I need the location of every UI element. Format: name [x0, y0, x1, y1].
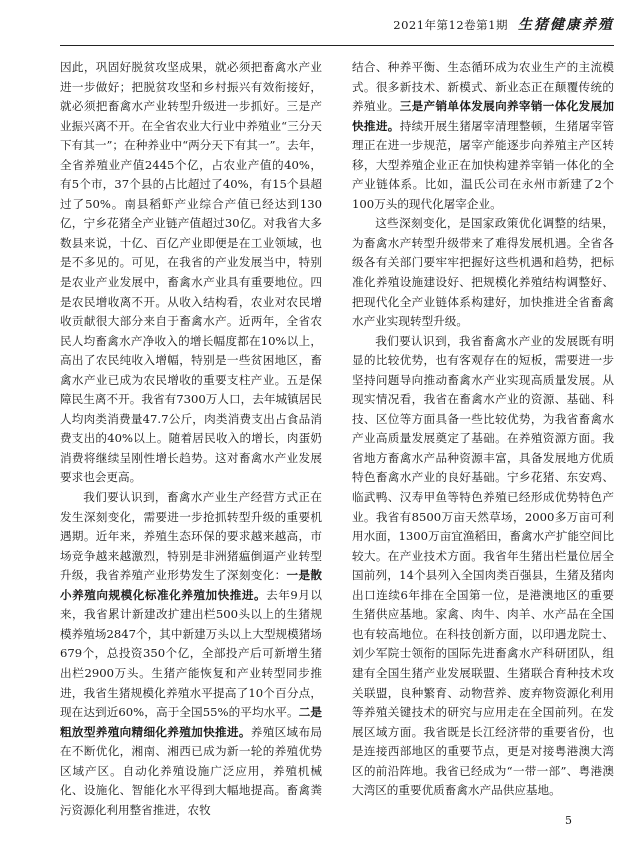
right-column [352, 58, 614, 801]
paragraph: 结合、种养平衡、生态循环成为农业生产的主流模式。很多新技术、新模式、新业态正在颠覆传统的养殖业。三是产销单体发展向养宰销一体化发展加快推进。持续开展生猪屠宰清理整顿，生猪屠宰管理正在进一步规范，屠宰产能逐步向养殖主产区转移，大型养殖企业正在加快构建养宰销一体化的全产业链体系。比如，温氏公司在永州市新建了2个100万头的现代化屠宰企业。 [352, 60, 614, 211]
bold-heading: 二是粗放型养殖向精细化养殖加快推进。 [60, 705, 322, 739]
page-number: 5 [565, 814, 572, 827]
paragraph: 我们要认识到，畜禽水产业生产经营方式正在发生深刻变化，需要进一步抢抓转型升级的重要机遇期。近年来，养殖生态环保的要求越来越高，市场竞争越来越激烈，特别是非洲猪瘟倒逼产业转型升级，我省养殖产业形势发生了深刻变化：一是散小养殖向规模化标准化养殖加快推进。去年9月以来，我省累计新建改扩建出栏500头以上的生猪规模养殖场2847个，其中新建万头以上大型规模猪场679个，总投资350个亿，全部投产后可新增生猪出栏2900万头。生猪产能恢复和产业转型同步推进，我省生猪规模化养殖水平提高了10个百分点，现在达到近60%，高于全国55%的平均水平。二是粗放型养殖向精细化养殖加快推进。养殖区域布局在不断优化，湘南、湘西已成为新一轮的养殖优势区域产区。自动化养殖设施广泛应用，养殖机械化、设施化、智能化水平得到大幅地提高。畜禽粪污资源化利用整省推进，农牧 [60, 490, 322, 817]
paragraph: 因此，巩固好脱贫攻坚成果，就必须把畜禽水产业进一步做好；把脱贫攻坚和乡村振兴有效衔接好，就必须把畜禽水产业转型升级进一步抓好。三是产业振兴离不开。在全省农业大行业中养殖业“三分天下有其一”；在种养业中“两分天下有其一”。去年，全省养殖业产值2445个亿，占农业产值的40%，有5个市，37个县的占比超过了40%，有15个县超过了50%。南县稻虾产业综合产值已经达到130亿，宁乡花猪全产业链产值超过30亿。对我省大多数县来说，十亿、百亿产业即便是在工业领域，也是不多见的。可见，在我省的产业发展当中，特别是农业产业发展中，畜禽水产业具有重要地位。四是农民增收离不开。从收入结构看，农业对农民增收贡献很大部分来自于畜禽水产。近两年，全省农民人均畜禽水产净收入的增长幅度都在10%以上，高出了农民纯收入增幅，特别是一些贫困地区，畜禽水产业已成为农民增收的重要支柱产业。五是保障民生离不开。我省有7300万人口，去年城镇居民人均肉类消费量47.7公斤，肉类消费支出占食品消费支出的40%以上。随着居民收入的增长，肉蛋奶消费将继续呈刚性增长趋势。这对畜禽水产业发展要求也会更高。 [60, 60, 322, 485]
running-header [0, 14, 614, 34]
left-column [60, 58, 322, 820]
paragraph: 这些深刻变化，是国家政策优化调整的结果，为畜禽水产转型升级带来了难得发展机遇。全省各级各有关部门要牢牢把握好这些机遇和趋势，把标准化养殖设施建设好、把规模化养殖结构调整好、把现代化全产业链体系构建好，加快推进全省畜禽水产业实现转型升级。 [352, 216, 614, 329]
paragraph: 我们要认识到，我省畜禽水产业的发展既有明显的比较优势，也有客观存在的短板，需要进一步坚持问题导向推动畜禽水产业实现高质量发展。从现实情况看，我省在畜禽水产业的资源、基础、科技、区位等方面具备一些比较优势，为我省畜禽水产业高质量发展奠定了基础。在养殖资源方面。我省地方畜禽水产品种资源丰富，具备发展地方优质特色畜禽水产业的良好基础。宁乡花猪、东安鸡、临武鸭、汉寿甲鱼等特色养殖已经形成优势特色产业。我省有8500万亩天然草场，2000多万亩可利用水面，1300万亩宜渔稻田，畜禽水产扩能空间比较大。在产业技术方面。我省年生猪出栏量位居全国前列，14个县列入全国肉类百强县，生猪及猪肉出口连续6年排在全国第一位，是港澳地区的重要生猪供应基地。家禽、肉牛、肉羊、水产品在全国也有较高地位。在科技创新方面，以印遇龙院士、刘少军院士领衔的国际先进畜禽水产科研团队，组建有全国生猪产业发展联盟、生猪联合育种技术攻关联盟，良种繁育、动物营养、废弃物资源化利用等养殖关键技术的研究与应用走在全国前列。在发展区域方面。我省既是长江经济带的重要省份，也是连接西部地区的重要节点，更是对接粤港澳大湾区的前沿阵地。我省已经成为“一带一部”、粤港澳大湾区的重要优质畜禽水产品供应基地。 [352, 333, 614, 798]
bold-heading: 三是产销单体发展向养宰销一体化发展加快推进。 [352, 99, 614, 133]
header-rule [60, 45, 614, 46]
issue-info: 2021年第12卷第1期 [393, 18, 508, 32]
journal-title: 生猪健康养殖 [518, 17, 614, 33]
bold-heading: 一是散小养殖向规模化标准化养殖加快推进。 [60, 568, 322, 602]
